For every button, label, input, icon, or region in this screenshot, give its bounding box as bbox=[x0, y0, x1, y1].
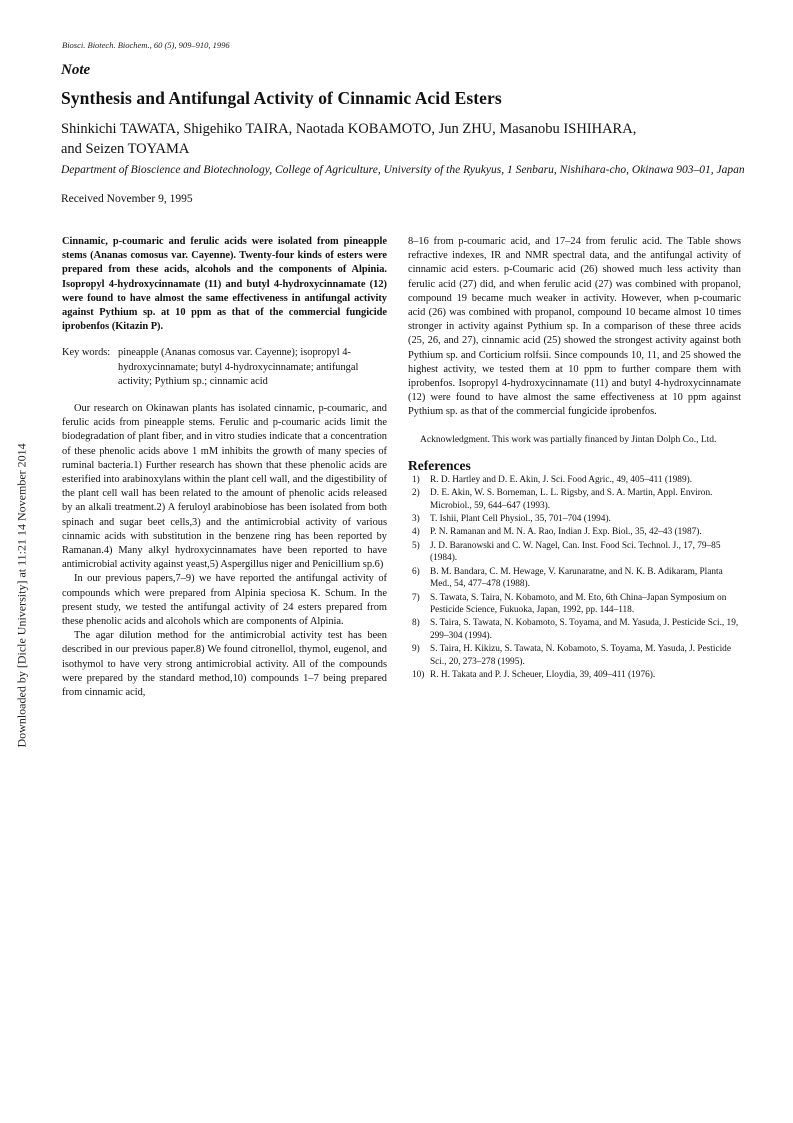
author-line: and Seizen TOYAMA bbox=[61, 141, 190, 157]
reference-number: 10) bbox=[412, 669, 425, 680]
reference-text: P. N. Ramanan and M. N. A. Rao, Indian J. Exp. Biol., 35, 42–43 (1987). bbox=[430, 527, 702, 538]
reference-number: 1) bbox=[412, 474, 420, 485]
reference-item bbox=[408, 592, 741, 617]
reference-item bbox=[408, 487, 741, 512]
reference-item bbox=[408, 643, 741, 668]
reference-number: 8) bbox=[412, 618, 420, 629]
keywords-label: Key words: bbox=[62, 347, 111, 359]
reference-number: 4) bbox=[412, 527, 420, 538]
reference-item bbox=[408, 617, 741, 642]
affiliation: Department of Bioscience and Biotechnology, College of Agriculture, University of the Ryukyus, 1 Senbaru, Nishihara-cho, Okinawa 903–01, Japan bbox=[61, 164, 745, 176]
keywords-text: pineapple (Ananas comosus var. Cayenne); isopropyl 4-hydroxycinnamate; butyl 4-hydroxycinnamate; antifungal activity; Pythium sp.; cinnamic acid bbox=[118, 347, 359, 387]
reference-text: D. E. Akin, W. S. Borneman, L. L. Rigsby, and S. A. Martin, Appl. Environ. Microbiol., 59, 644–647 (1993). bbox=[430, 488, 713, 511]
journal-citation: Biosci. Biotech. Biochem., 60 (5), 909–910, 1996 bbox=[62, 40, 230, 50]
reference-item bbox=[408, 513, 741, 525]
reference-text: S. Tawata, S. Taira, N. Kobamoto, and M. Eto, 6th China–Japan Symposium on Pesticide Science, Fukuoka, Japan, 1992, pp. 144–118. bbox=[430, 592, 727, 615]
reference-text: S. Taira, S. Tawata, N. Kobamoto, S. Toyama, and M. Yasuda, J. Pesticide Sci., 19, 299–304 (1994). bbox=[430, 618, 739, 641]
reference-item bbox=[408, 669, 741, 681]
reference-text: B. M. Bandara, C. M. Hewage, V. Karunaratne, and N. K. B. Adikaram, Planta Med., 54, 477–478 (1988). bbox=[430, 566, 723, 590]
reference-item bbox=[408, 540, 741, 565]
body-paragraph: Our research on Okinawan plants has isolated cinnamic, p-coumaric, and ferulic acids from pineapple stems. Ferulic and p-coumaric acids limit the biodegradation of plant fiber, and in vitro studies indicate that a concentration of these phenolic acids above 1 mM inhibits the growth of many species of ruminal bacteria.1) Further research has shown that these phenolic acids are esterified into arabinoxylans within the plant cell wall, and the digestibility of the plant cell wall has been related to the amount of phenolic acids released by an alkali treatment.2) A feruloyl arabinobiose has been isolated from both spinach and sugar beet cells,3) and the antimicrobial activity of various cinnamic acids with substitution in the benzene ring has been reported by Ramanan.4) Many alkyl hydroxycinnamates have been reported to have antimicrobial activity against yeast,5) Aspergillus niger and Penicillium sp.6) bbox=[62, 403, 387, 571]
reference-text: T. Ishii, Plant Cell Physiol., 35, 701–704 (1994). bbox=[430, 514, 611, 525]
author-line: Shinkichi TAWATA, Shigehiko TAIRA, Naotada KOBAMOTO, Jun ZHU, Masanobu ISHIHARA, bbox=[61, 121, 637, 137]
keywords bbox=[62, 346, 387, 389]
abstract: Cinnamic, p-coumaric and ferulic acids were isolated from pineapple stems (Ananas comosus var. Cayenne). Twenty-four kinds of esters were prepared from these acids, alcohols and the components of Alpinia. Isopropyl 4-hydroxycinnamate (11) and butyl 4-hydroxycinnamate (12) were found to have almost the same effectiveness in antifungal activity against Pythium sp. at 10 ppm as that of the commercial fungicide iprobenfos (Kitazin P). bbox=[62, 236, 387, 333]
references-heading: References bbox=[408, 457, 471, 473]
reference-list bbox=[408, 474, 741, 682]
body-paragraph: 8–16 from p-coumaric acid, and 17–24 from ferulic acid. The Table shows refractive indexes, IR and NMR spectral data, and the antifungal activity of cinnamic acid esters. p-Coumaric acid (26) showed much less activity than ferulic acid (27) did, and when ferulic acid (27) was combined with propanol, compound 19 became much weaker in activity. However, when p-coumaric acid (26) was combined with propanol, compound 10 became almost 10 times stronger in activity against Pythium sp. In a comparison of these three acids (25, 26, and 27), cinnamic acid (25) showed the strongest activity against both Pythium sp. and Corticium rolfsii. Since compounds 10, 11, and 25 showed the highest activity, we tested them at 10 ppm to further compare them with iprobenfos. Isopropyl 4-hydroxycinnamate (11) and butyl 4-hydroxycinnamate (12) were found to have almost the same effectiveness at 10 ppm against Pythium sp. as that of the commercial fungicide iprobenfos. bbox=[408, 236, 741, 418]
reference-number: 7) bbox=[412, 592, 420, 603]
body-paragraph: The agar dilution method for the antimicrobial activity test has been described in our previous paper.8) We found citronellol, thymol, eugenol, and isothymol to have very strong antimicrobial activity. All of the compounds were prepared by the standard method,10) compounds 1–7 being prepared from cinnamic acid, bbox=[62, 630, 387, 699]
reference-text: R. H. Takata and P. J. Scheuer, Lloydia, 39, 409–411 (1976). bbox=[430, 669, 656, 680]
reference-number: 6) bbox=[412, 566, 420, 577]
reference-item bbox=[408, 526, 741, 538]
reference-item bbox=[408, 474, 741, 486]
reference-text: S. Taira, H. Kikizu, S. Tawata, N. Kobamoto, S. Toyama, M. Yasuda, J. Pesticide Sci., 20, 273–278 (1995). bbox=[430, 644, 731, 667]
acknowledgment: Acknowledgment. This work was partially financed by Jintan Dolph Co., Ltd. bbox=[420, 434, 717, 445]
reference-number: 9) bbox=[412, 644, 420, 655]
reference-number: 3) bbox=[412, 514, 420, 525]
reference-text: J. D. Baranowski and C. W. Nagel, Can. Inst. Food Sci. Technol. J., 17, 79–85 (1984). bbox=[430, 540, 721, 564]
reference-text: R. D. Hartley and D. E. Akin, J. Sci. Food Agric., 49, 405–411 (1989). bbox=[430, 474, 693, 485]
left-column bbox=[62, 235, 387, 700]
reference-number: 2) bbox=[412, 488, 420, 499]
received-date: Received November 9, 1995 bbox=[61, 193, 193, 205]
reference-number: 5) bbox=[412, 540, 420, 551]
download-watermark: Downloaded by [Dicle University] at 11:21 14 November 2014 bbox=[14, 443, 29, 748]
author-list bbox=[61, 119, 741, 159]
note-label: Note bbox=[61, 62, 91, 78]
body-paragraph: In our previous papers,7–9) we have reported the antifungal activity of compounds which were prepared from Alpinia speciosa K. Schum. In the present study, we tested the antifungal activity of 24 esters prepared from these phenolic acids and alcohols which are components of Alpinia. bbox=[62, 573, 387, 628]
right-column bbox=[408, 235, 741, 681]
article-title: Synthesis and Antifungal Activity of Cinnamic Acid Esters bbox=[61, 88, 502, 108]
reference-item bbox=[408, 566, 741, 591]
